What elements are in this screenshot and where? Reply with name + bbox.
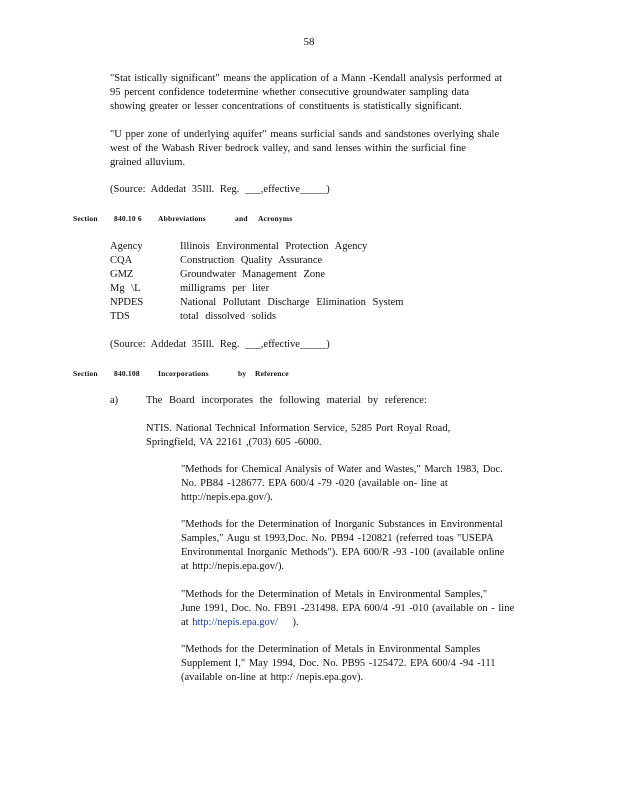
text-line: showing greater or lesser concentrations of constituents is statistically significant. [110,101,462,112]
abbreviation-definition: Illinois Environmental Protection Agency [180,241,368,252]
list-item [110,296,430,310]
section-label: Section [73,369,98,378]
text-line: "Methods for the Determination of Inorganic Substances in Environmental [181,519,503,530]
text-line: "Stat istically significant" means the application of a Mann -Kendall analysis performed at [110,73,503,84]
list-item [110,254,430,268]
item-text: The Board incorporates the following material by reference: [146,395,427,406]
section-title-word: by [238,369,247,378]
section-title-word: and [235,214,248,223]
text-line: "U pper zone of underlying aquifer" means surficial sands and sandstones overlying shale [110,129,500,140]
abbreviation-definition: National Pollutant Discharge Elimination System [180,297,404,308]
abbreviations-list [110,240,430,324]
abbreviation-term: CQA [110,255,133,266]
list-item [110,240,430,254]
text-line: grained alluvium. [110,157,186,168]
section-title-word: Acronyms [258,214,293,223]
source-note: (Source: Addedat 35Ill. Reg. ___,effective_____) [110,184,330,195]
text-line: west of the Wabash River bedrock valley, and sand lenses within the surficial fine [110,143,466,154]
page-number: 58 [303,36,315,48]
abbreviation-definition: Groundwater Management Zone [180,269,326,280]
abbreviation-term: Mg \L [110,283,141,294]
section-title-word: Reference [255,369,289,378]
ntis-paragraph [146,422,482,450]
reference-entry [181,643,521,685]
nepis-link[interactable]: http://nepis.epa.gov/ [192,617,278,628]
abbreviation-term: TDS [110,311,130,322]
text-line: Samples," Augu st 1993,Doc. No. PB94 -120821 (referred toas "USEPA [181,533,494,544]
abbreviation-definition: Construction Quality Assurance [180,255,323,266]
reference-entry [181,518,533,574]
text-line: Springfield, VA 22161 ,(703) 605 -6000. [146,437,322,448]
text-fragment: at [181,617,193,628]
list-item [110,310,430,324]
text-line: http://nepis.epa.gov/). [181,492,273,503]
item-marker: a) [110,395,119,406]
reference-entry [181,463,533,505]
source-note: (Source: Addedat 35Ill. Reg. ___,effective_____) [110,339,330,350]
text-line: NTIS. National Technical Information Service, 5285 Port Royal Road, [146,423,451,434]
section-number: 840.108 [114,369,140,378]
text-line: at http://nepis.epa.gov/). [181,561,285,572]
section-title-word: Abbreviations [158,214,206,223]
abbreviation-term: GMZ [110,269,134,280]
text-line: (available on-line at http:/ /nepis.epa.gov). [181,672,364,683]
reference-entry [181,588,533,630]
text-line: "Methods for the Determination of Metals in Environmental Samples," [181,589,488,600]
section-label: Section [73,214,98,223]
definition-statistically-significant [110,72,538,114]
text-line: "Methods for the Determination of Metals in Environmental Samples [181,644,481,655]
section-title-word: Incorporations [158,369,209,378]
text-line [181,616,533,630]
definition-upper-zone-aquifer [110,128,538,170]
list-item [110,268,430,282]
text-fragment: ). [277,617,299,628]
text-line: Environmental Inorganic Methods"). EPA 600/R -93 -100 (available online [181,547,505,558]
abbreviation-definition: milligrams per liter [180,283,270,294]
abbreviation-term: NPDES [110,297,144,308]
abbreviation-term: Agency [110,241,143,252]
list-item [110,282,430,296]
text-line: "Methods for Chemical Analysis of Water and Wastes," March 1983, Doc. [181,464,503,475]
text-line: No. PB84 -128677. EPA 600/4 -79 -020 (available on- line at [181,478,448,489]
section-number: 840.10 6 [114,214,142,223]
abbreviation-definition: total dissolved solids [180,311,277,322]
text-line: Supplement I," May 1994, Doc. No. PB95 -125472. EPA 600/4 -94 -111 [181,658,496,669]
text-line: June 1991, Doc. No. FB91 -231498. EPA 600/4 -91 -010 (available on - line [181,603,515,614]
text-line: 95 percent confidence todetermine whether consecutive groundwater sampling data [110,87,470,98]
